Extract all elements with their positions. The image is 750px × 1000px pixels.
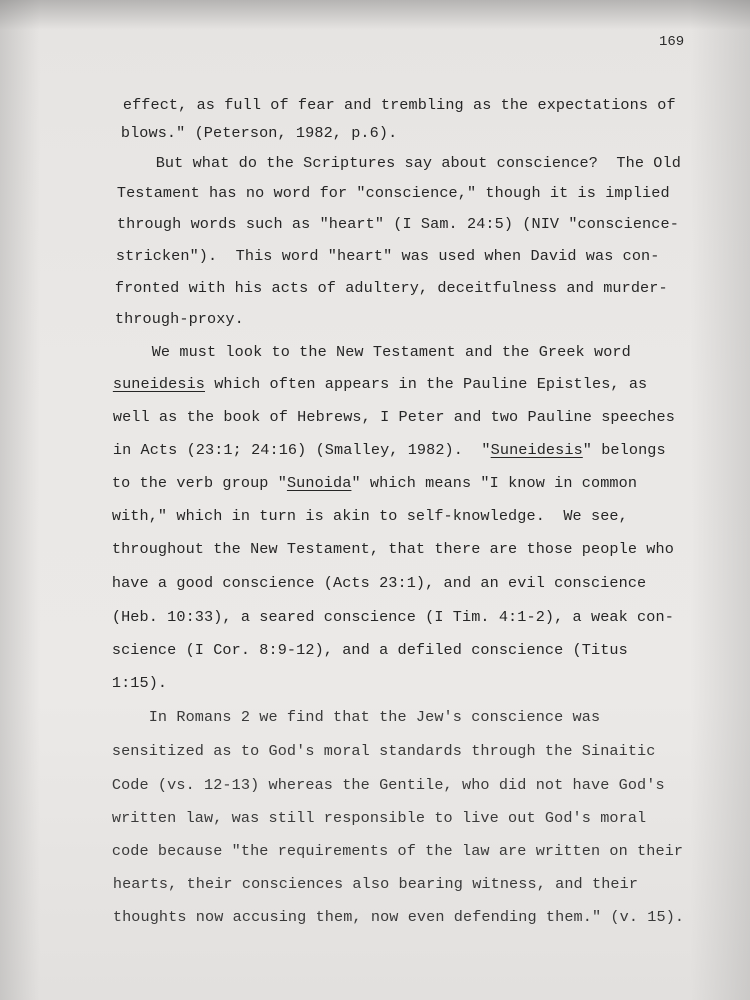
- text-segment: " which means "I know in common: [351, 474, 638, 492]
- text-segment: science (I Cor. 8:9-12), and a defiled conscience (Titus: [111, 641, 628, 659]
- text-segment: In Romans 2 we find that the Jew's conscience was: [111, 708, 601, 726]
- text-segment: But what do the Scriptures say about conscience? The Old: [118, 154, 681, 172]
- text-segment: have a good conscience (Acts 23:1), and an evil conscience: [111, 574, 647, 592]
- text-segment: hearts, their consciences also bearing witness, and their: [112, 875, 639, 893]
- text-segment: 1:15).: [111, 674, 168, 692]
- text-segment: fronted with his acts of adultery, deceitfulness and murder-: [114, 279, 668, 297]
- text-segment: (Heb. 10:33), a seared conscience (I Tim. 4:1-2), a weak con-: [111, 608, 674, 626]
- text-segment: stricken"). This word "heart" was used when David was con-: [115, 247, 660, 265]
- text-segment: thoughts now accusing them, now even defending them." (v. 15).: [112, 908, 685, 926]
- page-shadow-left: [0, 0, 40, 1000]
- page-number: 169: [659, 34, 685, 50]
- text-segment: Code (vs. 12-13) whereas the Gentile, who did not have God's: [111, 776, 665, 794]
- text-segment: throughout the New Testament, that there are those people who: [111, 540, 674, 558]
- greek-term: suneidesis: [112, 375, 205, 393]
- page-shadow-top: [0, 0, 750, 30]
- greek-term: Suneidesis: [490, 441, 583, 459]
- text-segment: " belongs: [582, 441, 666, 459]
- text-line: [76, 890, 684, 944]
- text-segment: blows." (Peterson, 1982, p.6).: [120, 124, 398, 142]
- text-segment: with," which in turn is akin to self-knowledge. We see,: [111, 507, 628, 525]
- text-segment: written law, was still responsible to live out God's moral: [111, 809, 647, 827]
- text-segment: well as the book of Hebrews, I Peter and two Pauline speeches: [112, 408, 675, 426]
- text-segment: to the verb group ": [111, 474, 287, 492]
- greek-term: Sunoida: [286, 474, 352, 492]
- text-segment: effect, as full of fear and trembling as the expectations of: [122, 96, 676, 114]
- page-shadow-right: [690, 0, 750, 1000]
- text-segment: which often appears in the Pauline Epistles, as: [205, 375, 648, 393]
- text-segment: code because "the requirements of the law are written on their: [111, 842, 684, 860]
- text-segment: sensitized as to God's moral standards through the Sinaitic: [111, 742, 656, 760]
- text-segment: through-proxy.: [114, 310, 244, 328]
- text-segment: through words such as "heart" (I Sam. 24:5) (NIV "conscience-: [116, 215, 679, 233]
- text-segment: Testament has no word for "conscience," though it is implied: [116, 184, 670, 202]
- text-segment: We must look to the New Testament and the Greek word: [114, 343, 631, 361]
- text-segment: in Acts (23:1; 24:16) (Smalley, 1982). ": [112, 441, 491, 459]
